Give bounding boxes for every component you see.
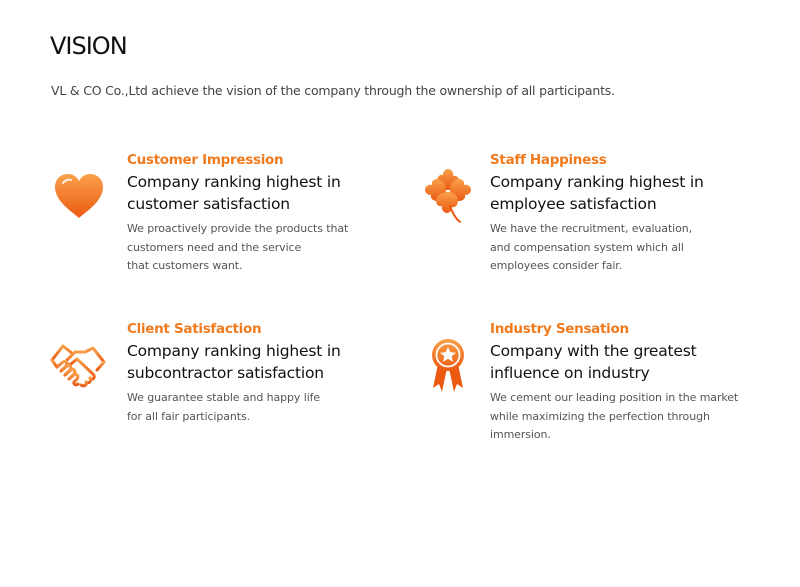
item-headline: Company ranking highest in subcontractor satisfaction — [127, 342, 341, 382]
item-headline: Company ranking highest in customer satisfaction — [127, 173, 341, 213]
page-subtitle: VL & CO Co.,Ltd achieve the vision of the company through the ownership of all participants. — [51, 83, 615, 98]
page-title: VISION — [50, 32, 127, 60]
item-description: We have the recruitment, evaluation, and compensation system which all employees consider fair. — [490, 222, 693, 272]
item-description: We guarantee stable and happy life for all fair participants. — [127, 391, 321, 423]
item-category: Client Satisfaction — [127, 321, 262, 337]
vision-item-staff-happiness — [490, 151, 800, 276]
item-description: We proactively provide the products that customers need and the service that customers want. — [127, 222, 349, 272]
item-headline: Company ranking highest in employee satisfaction — [490, 173, 704, 213]
heart-icon — [52, 172, 106, 224]
vision-item-customer-impression — [127, 151, 447, 276]
vision-item-industry-sensation — [490, 320, 800, 445]
award-ribbon-icon — [429, 338, 467, 400]
item-category: Customer Impression — [127, 152, 284, 168]
clover-icon — [425, 168, 471, 228]
item-category: Staff Happiness — [490, 152, 607, 168]
item-description: We cement our leading position in the market while maximizing the perfection through immersion. — [490, 391, 739, 441]
vision-item-client-satisfaction — [127, 320, 447, 426]
handshake-icon — [49, 340, 107, 394]
item-headline: Company with the greatest influence on industry — [490, 342, 697, 382]
item-category: Industry Sensation — [490, 321, 629, 337]
